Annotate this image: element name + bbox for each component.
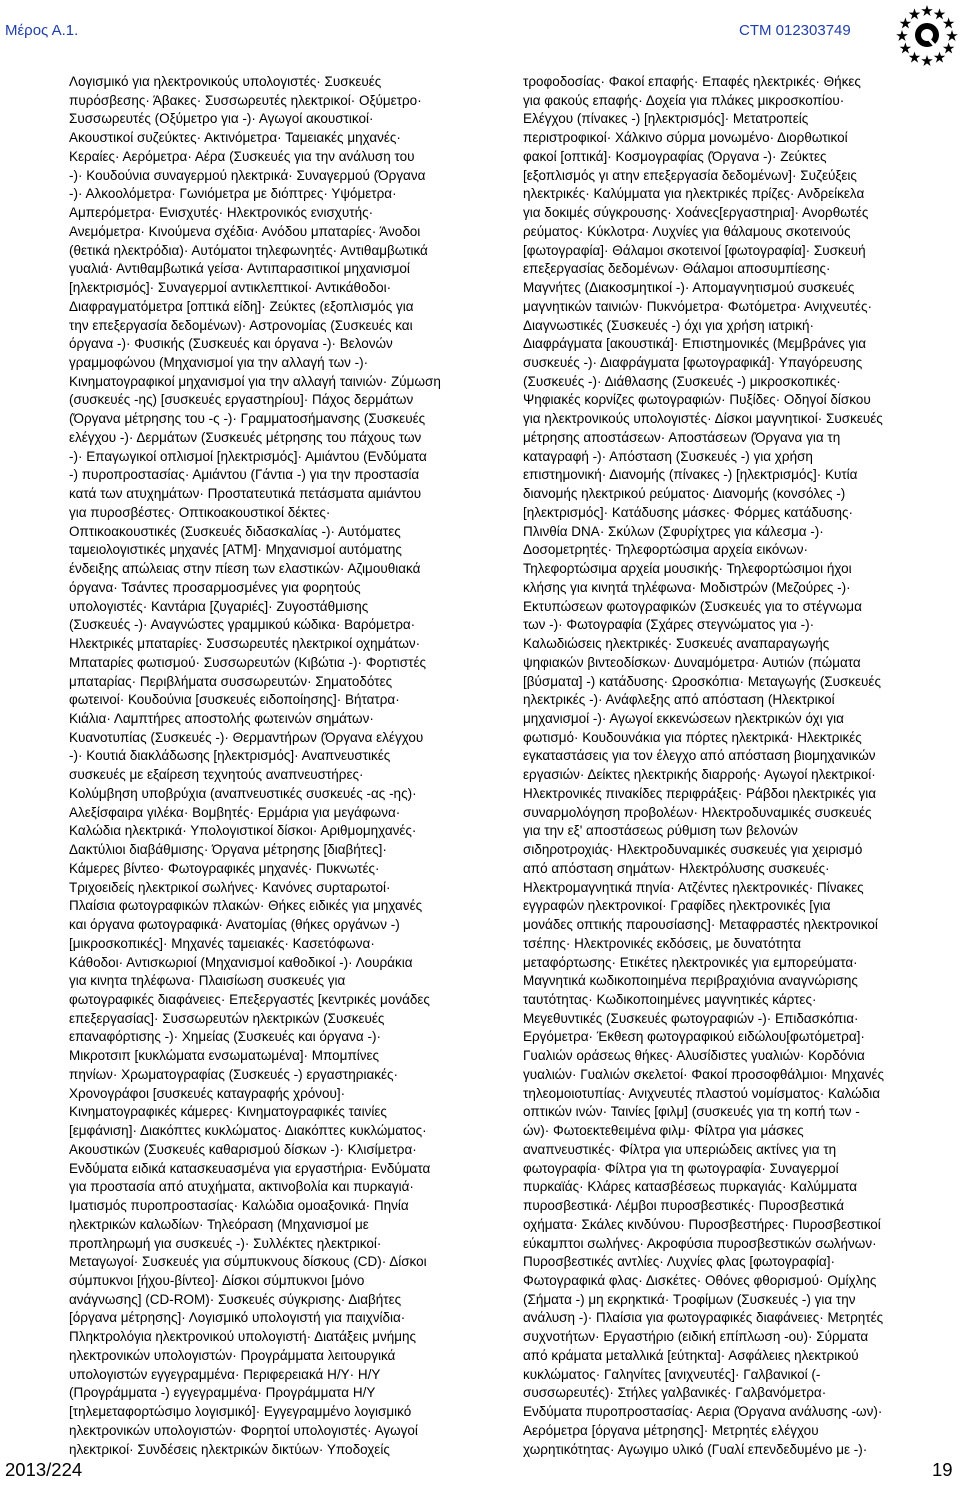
right-column-text: τροφοδοσίας· Φακοί επαφής· Επαφές ηλεκτρικές· Θήκες για φακούς επαφής· Δοχεία για πλάκες μικροσκοπίου· Ελέγχου (πίνακες -) [ηλεκτρισμός]· Μετατροπείς περιστροφικοί· Χάλκινο σύρμα μονωμένο· Διορθωτικοί φακοί [οπτικά]· Κοσμογραφίας (Όργανα -)· Ζεύκτες [εξοπλισμός γι ατην επεξεργασία δεδομένων]· Συζεύξεις ηλεκτρικές· Καλύμματα για ηλεκτρικές πρίζες· Ανδρείκελα για δοκιμές σύγκρουσης· Χοάνες[εργαστηρια]· Ανορθωτές ρεύματος· Κύκλοτρα· Λυχνίες για θάλαμους σκοτεινούς [φωτογραφία]· Θάλαμοι σκοτεινοί [φωτογραφία]· Συσκευή επεξεργασίας δεδομένων· Θάλαμοι αποσυμπίεσης· Μαγνήτες (Διακοσμητικοί -)· Απομαγνητισμού συσκευές μαγνητικών ταινιών· Πυκνόμετρα· Φωτόμετρα· Ανιχνευτές· Διαγνωστικές (Συσκευές -) όχι για χρήση ιατρική· Διαφράγματα [ακουστικά]· Επιστημονικές (Μεμβράνες για συσκευές -)· Διαφράγματα [φωτογραφικά]· Υπαγόρευσης (Συσκευές -)· Διάθλασης (Συσκευές -) μικροσκοπικές· Ψηφιακές κορνίζες φωτογραφιών· Πυξίδες· Οδηγοί δίσκου για ηλεκτρονικούς υπολογιστές· Δίσκοι μαγνητικοί· Συσκευές μέτρησης αποστάσεων· Αποστάσεων (Όργανα για τη καταγραφή -)· Απόσταση (Συσκευές -) για χρήση επιστημονική· Διανομής (πίνακες -) [ηλεκτρισμός]· Κυτία διανομής ηλεκτρικού ρεύματος· Διανομής (κονσόλες -) [ηλεκτρισμός]· Κατάδυσης μάσκες· Φόρμες κατάδυσης· Πλινθία DNA· Σκύλων (Σφυρίχτρες για κάλεσμα -)· Δοσομετρητές· Τηλεφορτώσιμα αρχεία εικόνων· Τηλεφορτώσιμα αρχεία μουσικής· Τηλεφορτώσιμοι ήχοι κλήσης για κινητά τηλέφωνα· Μοδιστρών (Μεζούρες -)· Εκτυπώσεων φωτογραφικών (Συσκευές για το στέγνωμα των -)· Φωτογραφία (Σχάρες στεγνώματος για -)· Καλωδιώσεις ηλεκτρικές· Συσκευές αναπαραγωγής ψηφιακών βιντεοδίσκων· Δυναμόμετρα· Αυτιών (πώματα [βύσματα] -) κατάδυσης· Ωροσκόπια· Μεταγωγής (Συσκευές ηλεκτρικές -)· Ανάφλεξης από απόσταση (Ηλεκτρικοί μηχανισμοί -)· Αγωγοί εκκενώσεων ηλεκτρικών όχι για φωτισμό· Κουδουνάκια για πόρτες ηλεκτρικά· Ηλεκτρικές εγκαταστάσεις για τον έλεγχο από απόσταση βιομηχανικών εργασιών· Δείκτες ηλεκτρικής διαρροής· Αγωγοί ηλεκτρικοί· Ηλεκτρονικές πινακίδες περιφράξεις· Ράβδοι ηλεκτρικές για συναρμολόγηση προβολέων· Ηλεκτροδυναμικές συσκευές για την εξ' αποστάσεως ρύθμιση των βελονών σιδηροτροχιάς· Ηλεκτροδυναμικές συσκευές για χειρισμό από απόσταση σημάτων· Ηλεκτρόλυσης συσκευές· Ηλεκτρομαγνητικά πηνία· Ατζέντες ηλεκτρονικές· Πίνακες εγγραφών ηλεκτρονικοί· Γραφίδες ηλεκτρονικές [για μονάδες οπτικής παρουσίασης]· Μεταφραστές ηλεκτρονικοί τσέπης· Ηλεκτρονικές εκδόσεις, με δυνατότητα μεταφόρτωσης· Ετικέτες ηλεκτρονικές για εμπορεύματα· Μαγνητικά κωδικοποιημένα περιβραχιόνια αναγνώρισης ταυτότητας· Κωδικοποιημένες μαγνητικές κάρτες· Μεγεθυντικές (Συσκευές φωτογραφιών -)· Επιδασκόπια· Εργόμετρα· Έκθεση φωτογραφικού ειδώλου[φωτόμετρα]· Γυαλιών οράσεως θήκες· Αλυσίδιστες γυαλιών· Κορδόνια γυαλιών· Γυαλιών σκελετοί· Φακοί προσοφθάλμιοι· Μηχανές τηλεομοιοτυπίας· Ανιχνευτές πλαστού νομίσματος· Καλώδια οπτικών ινών· Ταινίες [φιλμ] (συσκευές για τη κοπή των - ών)· Φωτοεκτεθειμένα φιλμ· Φίλτρα για μάσκες αναπνευστικές· Φίλτρα για υπεριώδεις ακτίνες για τη φωτογραφία· Φίλτρα για τη φωτογραφία· Συναγερμοί πυρκαϊάς· Κλάρες κατασβέσεως πυρκαγιάς· Καλύμματα πυροσβεστικά· Λέμβοι πυροσβεστικές· Πυροσβεστικά οχήματα· Σκάλες κινδύνου· Πυροσβεστήρες· Πυροσβεστικοί εύκαμπτοι σωλήνες· Ακροφύσια πυροσβεστικών σωλήνων· Πυροσβεστικές αντλίες· Λυχνίες φλας [φωτογραφία]· Φωτογραφικά φλας· Δισκέτες· Οθόνες φθορισμού· Ομίχλης (Σήματα -) μη εκρηκτικά· Τροφίμων (Συσκευές -) για την ανάλυση -)· Πλαίσια για φωτογραφικές διαφάνειες· Μετρητές συχνοτήτων· Εργαστήριο (ειδική επίπλωση -ου)· Σύρματα από κράματα μεταλλικά [εύτηκτα]· Ασφάλειες ηλεκτρικού κυκλώματος· Γαληνίτες [ανιχνευτές]· Γαλβανικοί (- συσσωρευτές)· Στήλες γαλβανικές· Γαλβανόμετρα· Ενδύματα πυροπροστασίας· Αερια (Όργανα ανάλυσης -ων)· Αερόμετρα [όργανα μέτρησης]· Μετρητές ελέγχου χωρητικότητας· Αγωγιμο υλικό (Γυαλί επενδεδυμένο με -)· [523, 74, 885, 1457]
left-column-text: Λογισμικό για ηλεκτρονικούς υπολογιστές· Συσκευές πυρόσβεσης· Άβακες· Συσσωρευτές ηλεκτρικοί· Οξύμετρο· Συσσωρευτές (Οξύμετρο για -)· Αγωγοί ακουστικοί· Ακουστικοί συζεύκτες· Ακτινόμετρα· Ταμειακές μηχανές· Κεραίες· Αερόμετρα· Αέρα (Συσκευές για την ανάλυση του -)· Κουδούνια συναγερμού ηλεκτρικά· Συναγερμού (Όργανα -)· Αλκοολόμετρα· Γωνιόμετρα με διόπτρες· Υψόμετρα· Αμπερόμετρα· Ενισχυτές· Ηλεκτρονικός ενισχυτής· Ανεμόμετρα· Κινούμενα σχέδια· Ανόδου μπαταρίες· Άνοδοι (θετικά ηλεκτρόδια)· Αυτόματοι τηλεφωνητές· Αντιθαμβωτικά γυαλιά· Αντιθαμβωτικά γείσα· Αντιπαρασιτικοί μηχανισμοί [ηλεκτρισμός]· Συναγερμοί αντικλεπτικοί· Αντικάθοδοι· Διαφραγματόμετρα [οπτικά είδη]· Ζεύκτες (εξοπλισμός για την επεξεργασία δεδομένων)· Αστρονομίας (Συσκευές και όργανα -)· Φυσικής (Συσκευές και όργανα -)· Βελονών γραμμοφώνου (Μηχανισμοί για την αλλαγή των -)· Κινηματογραφικοί μηχανισμοί για την αλλαγή ταινιών· Ζύμωση (συσκευές -ης) [συσκευές εργαστηρίου]· Πάχος δερμάτων (Όργανα μέτρησης του -ς -)· Γραμματοσήμανσης (Συσκευές ελέγχου -)· Δερμάτων (Συσκευές μέτρησης του πάχους των -)· Επαγωγικοί οπλισμοί [ηλεκτρισμός]· Αμιάντου (Ενδύματα -) πυροπροστασίας· Αμιάντου (Γάντια -) για την προστασία κατά των ατυχημάτων· Προστατευτικά πετάσματα αμιάντου για πυροσβέστες· Οπτικοακουστικοί δέκτες· Οπτικοακουστικές (Συσκευές διδασκαλίας -)· Αυτόματες ταμειολογιστικές μηχανές [ATM]· Μηχανισμοί αυτόματης ένδειξης απώλειας στην πίεση των ελαστικών· Αζιμουθιακά όργανα· Τσάντες προσαρμοσμένες για φορητούς υπολογιστές· Καντάρια [ζυγαριές]· Ζυγοστάθμισης (Συσκευές -)· Αναγνώστες γραμμικού κώδικα· Βαρόμετρα· Ηλεκτρικές μπαταρίες· Συσσωρευτές ηλεκτρικοί οχημάτων· Μπαταρίες φωτισμού· Συσσωρευτών (Κιβώτια -)· Φορτιστές μπαταρίας· Περιβλήματα συσσωρευτών· Σηματοδότες φωτεινοί· Κουδούνια [συσκευές ειδοποίησης]· Βήτατρα· Κιάλια· Λαμπτήρες αποστολής φωτεινών σημάτων· Κυανοτυπίας (Συσκευές -)· Θερμαντήρων (Όργανα ελέγχου -)· Κουτιά διακλάδωσης [ηλεκτρισμός]· Αναπνευστικές συσκευές με εξαίρεση τεχνητούς αναπνευστήρες· Κολύμβηση υποβρύχια (αναπνευστικές συσκευές -ας -ης)· Αλεξίσφαιρα γιλέκα· Βομβητές· Ερμάρια για μεγάφωνα· Καλώδια ηλεκτρικά· Υπολογιστικοί δίσκοι· Αριθμομηχανές· Δακτύλιοι διαβάθμισης· Όργανα μέτρησης [διαβήτες]· Κάμερες βίντεο· Φωτογραφικές μηχανές· Πυκνωτές· Τριχοειδείς ηλεκτρικοί σωλήνες· Κανόνες συρταρωτοί· Πλαίσια φωτογραφικών πλακών· Θήκες ειδικές για μηχανές και όργανα φωτογραφικά· Ανατομίας (θήκες οργάνων -) [μικροσκοπικές]· Μηχανές ταμειακές· Κασετόφωνα· Κάθοδοι· Αντισκωριοί (Μηχανισμοί καθοδικοί -)· Λουράκια για κινητα τηλέφωνα· Πλαισίωση συσκευές για φωτογραφικές διαφάνειες· Επεξεργαστές [κεντρικές μονάδες επεξεργασίας]· Συσσωρευτών ηλεκτρικών (Συσκευές επαναφόρτισης -)· Χημείας (Συσκευές και όργανα -)· Μικροτσιπ [κυκλώματα ενσωματωμένα]· Μπομπίνες πηνίων· Χρωματογραφίας (Συσκευές -) εργαστηριακές· Χρονογράφοι [συσκευές καταγραφής χρόνου]· Κινηματογραφικές κάμερες· Κινηματογραφικές ταινίες [εμφάνιση]· Διακόπτες κυκλώματος· Διακόπτες κυκλώματος· Ακουστικών (Συσκευές καθαρισμού δίσκων -)· Κλισίμετρα· Ενδύματα ειδικά κατασκευασμένα για εργαστήρια· Ενδύματα για προστασία από ατυχήματα, ακτινοβολία και πυρκαγιά· Ιματισμός πυροπροστασίας· Καλώδια ομοαξονικά· Πηνία ηλεκτρικών καλωδίων· Τηλεόραση (Μηχανισμοί με προπληρωμή για συσκευές -)· Συλλέκτες ηλεκτρικοί· Μεταγωγοί· Συσκευές για σύμπυκνους δίσκους (CD)· Δίσκοι σύμπυκνοι [ήχου-βίντεο]· Δίσκοι σύμπυκνοι [μόνο ανάγνωσης] (CD-ROM)· Συσκευές σύγκρισης· Διαβήτες [όργανα μέτρησης]· Λογισμικό υπολογιστή για παιχνίδια· Πληκτρολόγια ηλεκτρονικού υπολογιστή· Διατάξεις μνήμης ηλεκτρονικών υπολογιστών· Προγράμματα λειτουργικά υπολογιστών εγγεγραμμένα· Περιφερειακά Η/Υ· Η/Υ (Προγράμματα -) εγγεγραμμένα· Προγράμματα Η/Υ [τηλεμεταφορτώσιμο λογισμικό]· Εγγεγραμμένο λογισμικό ηλεκτρονικών υπολογιστών· Φορητοί υπολογιστές· Αγωγοί ηλεκτρικοί· Συνδέσεις ηλεκτρικών δικτύων· Υποδοχείς [69, 74, 441, 1457]
bulletin-number: 2013/224 [5, 1459, 83, 1480]
ctm-number: CTM 012303749 [739, 22, 851, 39]
part-label: Μέρος Α.1. [5, 22, 79, 39]
eu-stars-emblem-icon [895, 2, 959, 66]
page-number: 19 [932, 1459, 953, 1480]
